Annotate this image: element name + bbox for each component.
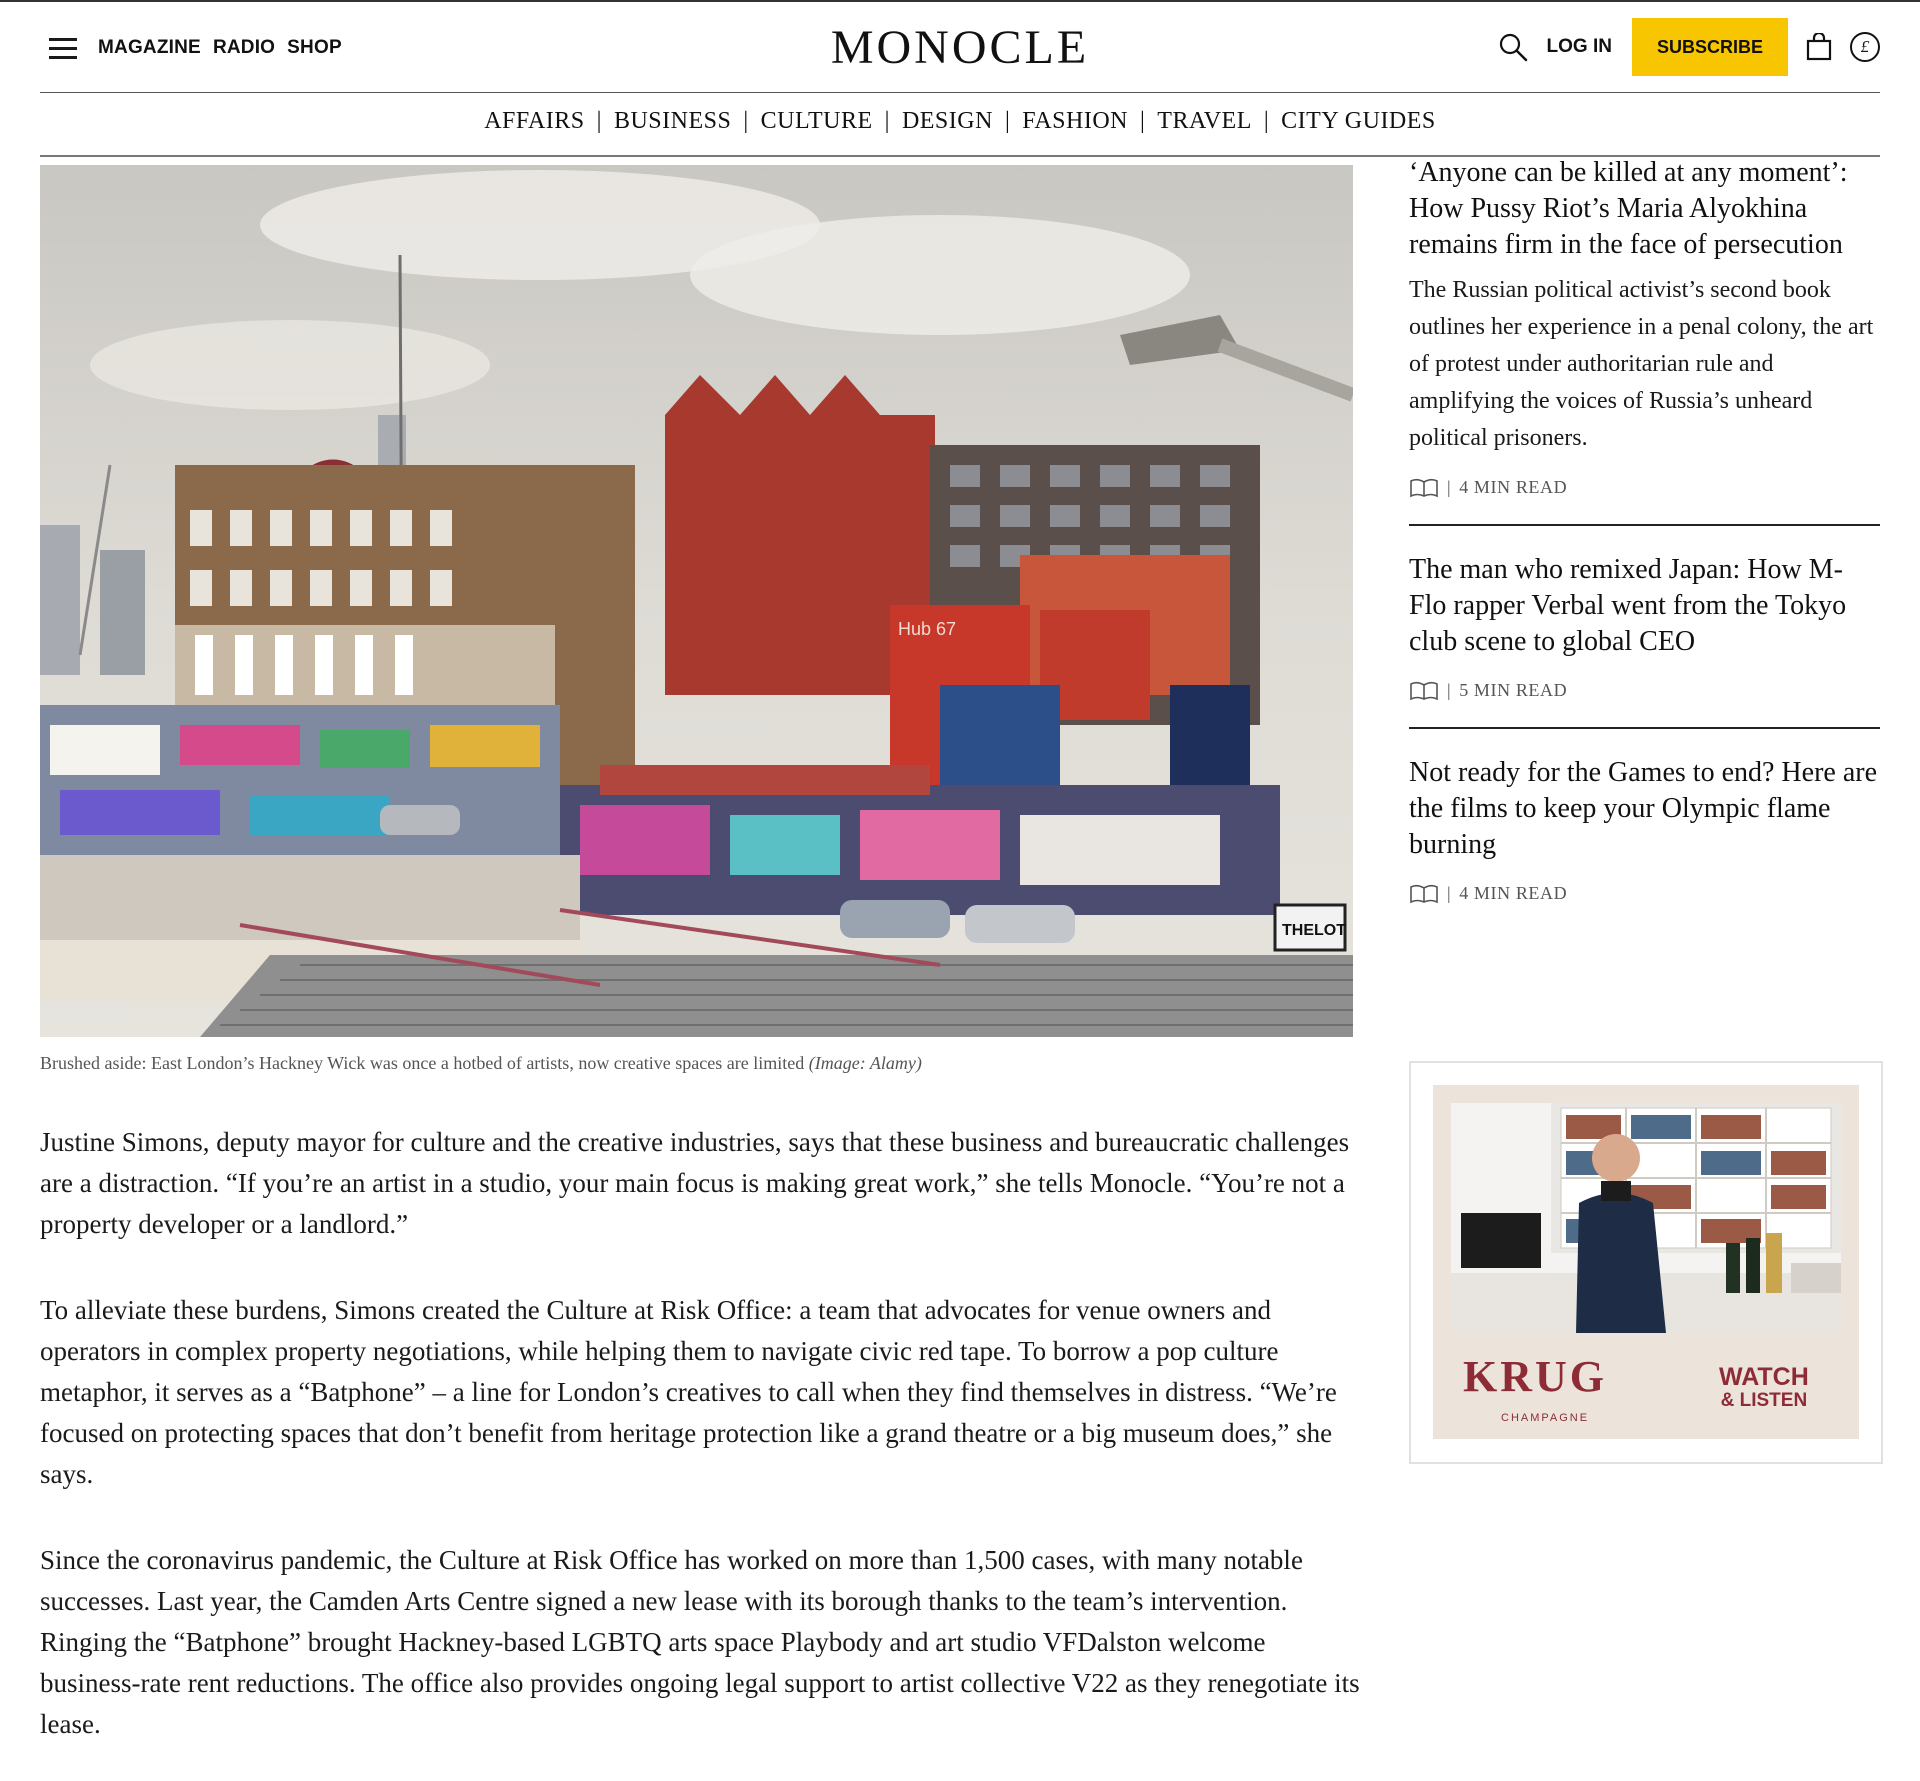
story-divider	[1409, 524, 1880, 526]
caption-credit: (Image: Alamy)	[808, 1053, 922, 1073]
nav-item-culture[interactable]: CULTURE	[760, 108, 873, 134]
nav-item-travel[interactable]: TRAVEL	[1157, 108, 1252, 134]
story-card[interactable]	[1409, 755, 1880, 904]
read-time	[1409, 477, 1880, 498]
krug-logo: KRUG	[1463, 1352, 1607, 1401]
thelot-sign: THELOT	[1282, 922, 1346, 939]
read-time-label: 4 MIN READ	[1459, 883, 1568, 903]
header-tools	[1497, 18, 1880, 76]
advert-panel	[1433, 1085, 1859, 1439]
story-dek: The Russian political activist’s second book outlines her experience in a penal colony, the art of protest under authoritarian rule and amplifying the voices of Russia’s unheard political prisoners.	[1409, 277, 1874, 451]
read-separator: |	[1447, 477, 1452, 497]
login-link[interactable]: LOG IN	[1546, 36, 1612, 57]
story-title[interactable]: Not ready for the Games to end? Here are the films to keep your Olympic flame burning	[1409, 757, 1878, 860]
hero-image	[40, 165, 1353, 1037]
read-time-label: 4 MIN READ	[1459, 477, 1568, 497]
watch-listen-cta[interactable]	[1719, 1365, 1809, 1413]
header-divider	[40, 92, 1880, 93]
krug-advert[interactable]	[1409, 1061, 1883, 1464]
book-icon	[1409, 478, 1439, 498]
hero-caption	[40, 1053, 922, 1074]
cta-line-2: & LISTEN	[1720, 1390, 1808, 1411]
advert-photo	[1451, 1103, 1841, 1333]
nav-item-fashion[interactable]: FASHION	[1022, 108, 1128, 134]
shop-link[interactable]: SHOP	[287, 37, 342, 58]
hub-67-sign: Hub 67	[898, 619, 957, 639]
site-logo[interactable]: MONOCLE	[830, 21, 1090, 74]
section-nav: AFFAIRS | BUSINESS | CULTURE | DESIGN | FASHION | TRAVEL | CITY GUIDES	[484, 108, 1436, 134]
article-paragraph: Since the coronavirus pandemic, the Culture at Risk Office has worked on more than 1,500 cases, with many notable successes. Last year, the Camden Arts Centre signed a new lease with its borough thanks to the team’s intervention. Ringing the “Batphone” brought Hackney-based LGBTQ arts space Playbody and art studio VFDalston welcome business-rate rent reductions. The office also provides ongoing legal support to artist collective V22 as they renegotiate its lease.	[40, 1545, 1360, 1739]
nav-item-design[interactable]: DESIGN	[901, 108, 993, 134]
article-paragraph: Justine Simons, deputy mayor for culture and the creative industries, says that these business and bureaucratic challenges are a distraction. “If you’re an artist in a studio, your main focus is making great work,” she tells Monocle. “You’re not a property developer or a landlord.”	[40, 1127, 1350, 1239]
book-icon	[1409, 884, 1439, 904]
read-time	[1409, 883, 1880, 904]
article-body	[40, 1122, 1360, 1781]
read-separator: |	[1447, 680, 1452, 700]
radio-link[interactable]: RADIO	[212, 37, 276, 58]
story-title[interactable]: ‘Anyone can be killed at any moment’: How Pussy Riot’s Maria Alyokhina remains firm in the face of persecution	[1409, 157, 1848, 260]
magazine-link[interactable]: MAGAZINE	[98, 37, 201, 58]
site-header	[40, 2, 1880, 94]
story-card[interactable]	[1409, 155, 1880, 498]
subscribe-button[interactable]: SUBSCRIBE	[1632, 18, 1788, 76]
related-stories	[1409, 155, 1880, 904]
nav-item-affairs[interactable]: AFFAIRS	[484, 108, 585, 134]
read-time	[1409, 680, 1880, 701]
cta-line-1: WATCH	[1719, 1363, 1809, 1391]
read-separator: |	[1447, 883, 1452, 903]
nav-item-city-guides[interactable]: CITY GUIDES	[1281, 108, 1436, 134]
story-card[interactable]	[1409, 552, 1880, 701]
read-time-label: 5 MIN READ	[1459, 680, 1568, 700]
book-icon	[1409, 681, 1439, 701]
currency-icon[interactable]: £	[1850, 32, 1880, 62]
krug-subtitle: CHAMPAGNE	[1501, 1412, 1590, 1424]
article-paragraph: To alleviate these burdens, Simons created the Culture at Risk Office: a team that advocates for venue owners and operators in complex property negotiations, while helping them to navigate civic red tape. To borrow a pop culture metaphor, it serves as a “Batphone” – a line for London’s creatives to call when they find themselves in distress. “We’re focused on protecting spaces that don’t benefit from heritage protection like a grand theatre or a big museum does,” she says.	[40, 1295, 1337, 1489]
story-title[interactable]: The man who remixed Japan: How M-Flo rapper Verbal went from the Tokyo club scene to global CEO	[1409, 554, 1847, 657]
caption-text: Brushed aside: East London’s Hackney Wick was once a hotbed of artists, now creative spaces are limited	[40, 1053, 805, 1073]
story-divider	[1409, 727, 1880, 729]
search-icon[interactable]	[1497, 31, 1529, 63]
bag-icon[interactable]	[1806, 33, 1832, 61]
nav-item-business[interactable]: BUSINESS	[613, 108, 732, 134]
